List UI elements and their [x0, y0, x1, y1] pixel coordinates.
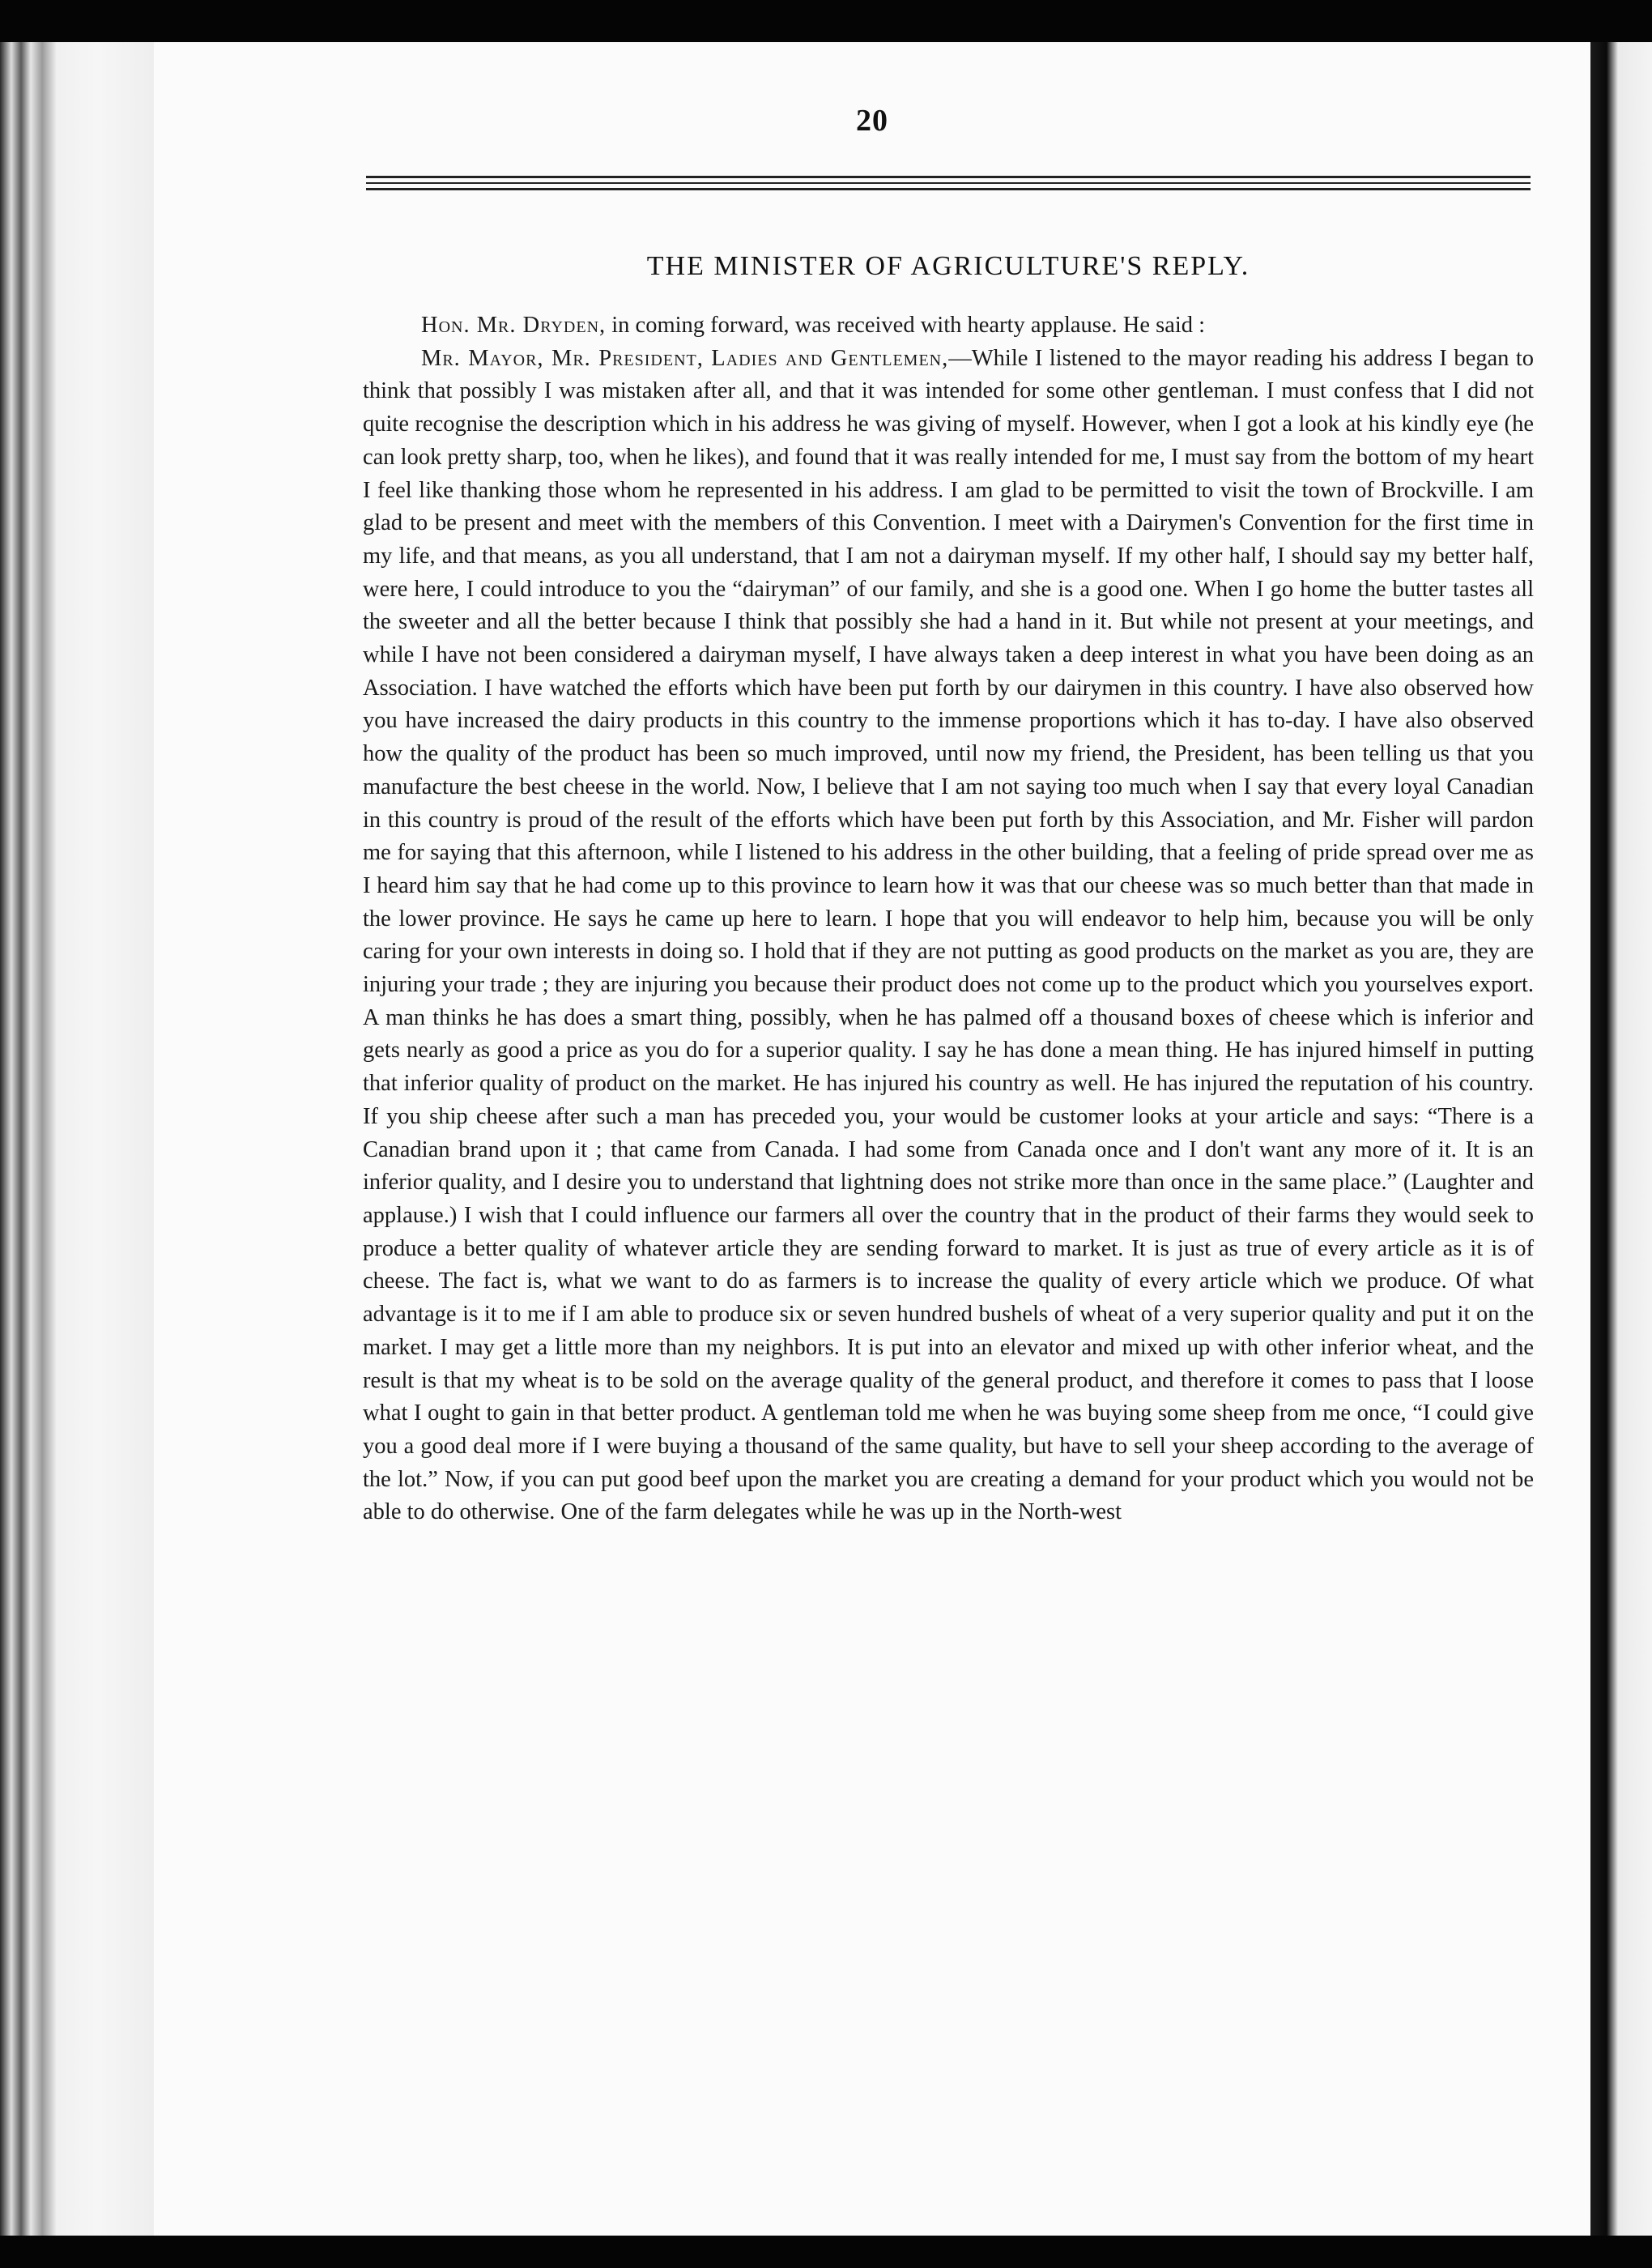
article-body — [363, 309, 1534, 1529]
speech-text: —While I listened to the mayor reading his address I began to think that possibly I was mistaken after all, and that it was intended for some other gentleman. I must confess that I did not quite recognise the description which in his address he was giving of myself. However, when I got a look at his kindly eye (he can look pretty sharp, too, when he likes), and found that it was really intended for me, I must say from the bottom of my heart I feel like thanking those whom he represented in his address. I am glad to be permitted to visit the town of Brockville. I am glad to be present and meet with the members of this Convention. I meet with a Dairymen's Convention for the first time in my life, and that means, as you all understand, that I am not a dairyman myself. If my other half, I should say my better half, were here, I could introduce to you the “dairyman” of our family, and she is a good one. When I go home the butter tastes all the sweeter and all the better because I think that possibly she had a hand in it. But while not present at your meetings, and while I have not been considered a dairyman myself, I have always taken a deep interest in what you have been doing as an Association. I have watched the efforts which have been put forth by our dairymen in this country. I have also observed how you have increased the dairy products in this country to the immense proportions which it has to-day. I have also observed how the quality of the product has been so much improved, until now my friend, the President, has been telling us that you manufacture the best cheese in the world. Now, I believe that I am not saying too much when I say that every loyal Canadian in this country is proud of the result of the efforts which have been put forth by this Association, and Mr. Fisher will pardon me for saying that this afternoon, while I listened to his address in the other building, that a feeling of pride spread over me as I heard him say that he had come up to this province to learn how it was that our cheese was so much better than that made in the lower province. He says he came up here to learn. I hope that you will endeavor to help him, because you will be only caring for your own interests in doing so. I hold that if they are not putting as good products on the market as you are, they are injuring your trade ; they are injuring you because their product does not come up to the product which you yourselves export. A man thinks he has does a smart thing, possibly, when he has palmed off a thousand boxes of cheese which is inferior and gets nearly as good a price as you do for a superior quality. I say he has done a mean thing. He has injured himself in putting that inferior quality of product on the market. He has injured his country as well. He has injured the reputation of his country. If you ship cheese after such a man has preceded you, your would be customer looks at your article and says: “There is a Canadian brand upon it ; that came from Canada. I had some from Canada once and I don't want any more of it. It is an inferior quality, and I desire you to understand that lightning does not strike more than once in the same place.” (Laughter and applause.) I wish that I could influence our farmers all over the country that in the product of their farms they would seek to produce a better quality of whatever article they are sending forward to market. It is just as true of every article as it is of cheese. The fact is, what we want to do as farmers is to increase the quality of every article which we produce. Of what advantage is it to me if I am able to produce six or seven hundred bushels of wheat of a very superior quality and put it on the market. I may get a little more than my neighbors. It is put into an elevator and mixed up with other inferior wheat, and the result is that my wheat is to be sold on the average quality of the general product, and therefore it comes to pass that I loose what I ought to gain in that better product. A gentleman told me when he was buying some sheep from me once, “I could give you a good deal more if I were buying a thousand of the same quality, but have to sell your sheep according to the average of the lot.” Now, if you can put good beef upon the market you are creating a demand for your product which you would not be able to do otherwise. One of the farm delegates while he was up in the North-west — [363, 345, 1535, 1525]
intro-text: in coming forward, was received with hearty applause. He said : — [611, 313, 1206, 338]
page-number: 20 — [856, 104, 888, 138]
header-rule-middle — [366, 182, 1531, 184]
book-page-edge — [1590, 42, 1652, 2236]
speaker-name: Hon. Mr. Dryden, — [421, 313, 607, 338]
section-heading: THE MINISTER OF AGRICULTURE'S REPLY. — [646, 251, 1250, 281]
intro-paragraph — [363, 309, 1534, 343]
header-rule-bottom — [366, 188, 1531, 190]
speech-paragraph — [363, 343, 1534, 1529]
scan-bottom-border — [0, 2236, 1652, 2268]
speech-salutation: Mr. Mayor, Mr. President, Ladies and Gentlemen, — [421, 345, 949, 371]
header-rule-top — [366, 176, 1531, 178]
document-page — [154, 42, 1590, 2236]
scan-top-border — [0, 0, 1652, 42]
book-spine-edge — [0, 42, 154, 2236]
